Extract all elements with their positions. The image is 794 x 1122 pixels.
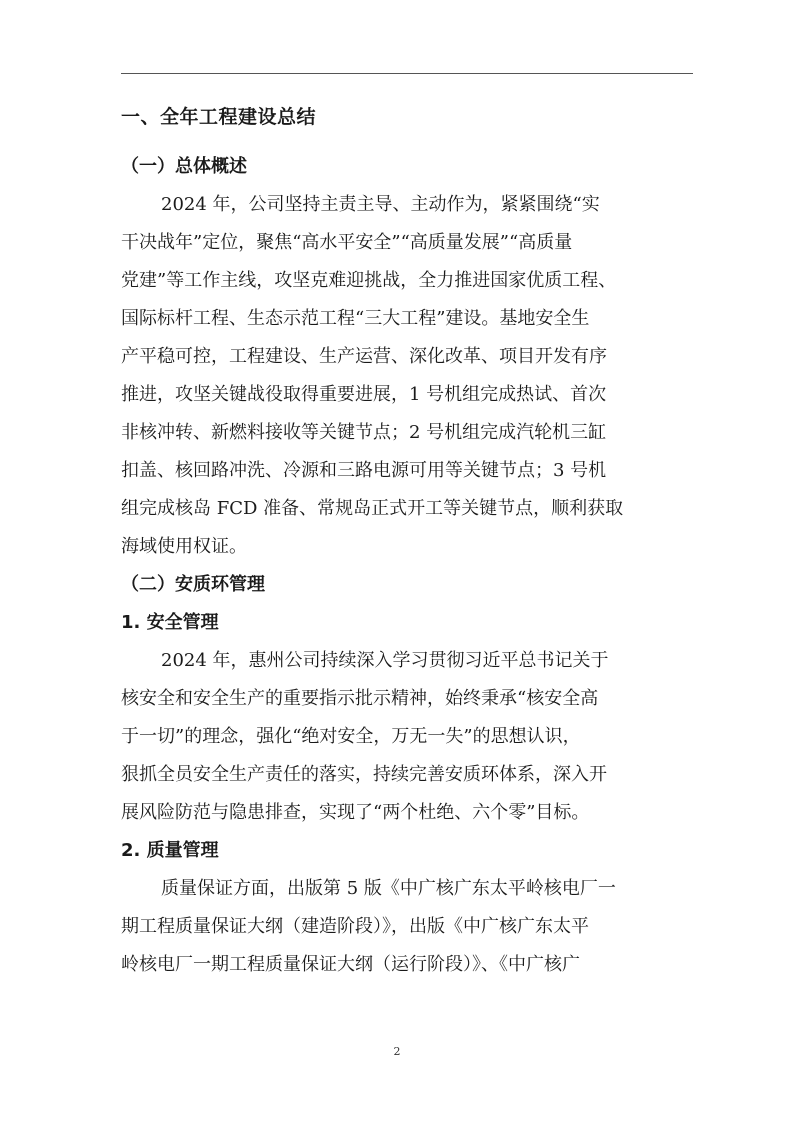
overview-paragraph	[121, 186, 695, 566]
paragraph-line: 于一切”的理念，强化“绝对安全，万无一失”的思想认识，	[121, 726, 581, 747]
paragraph-line: 党建”等工作主线，攻坚克难迎挑战，全力推进国家优质工程、	[121, 270, 617, 291]
section-title: 一、全年工程建设总结	[121, 106, 317, 128]
paragraph-line: 推进，攻坚关键战役取得重要进展，1 号机组完成热试、首次	[121, 384, 607, 405]
paragraph-line: 狠抓全员安全生产责任的落实，持续完善安质环体系，深入开	[121, 764, 607, 785]
paragraph-line: 产平稳可控，工程建设、生产运营、深化改革、项目开发有序	[121, 346, 607, 367]
paragraph-line: 扣盖、核回路冲洗、冷源和三路电源可用等关键节点；3 号机	[121, 460, 607, 481]
paragraph-line: 质量保证方面，出版第 5 版《中广核广东太平岭核电厂一	[161, 878, 616, 899]
paragraph-line: 海域使用权证。	[121, 536, 247, 557]
paragraph-line: 期工程质量保证大纲（建造阶段）》，出版《中广核广东太平	[121, 916, 589, 937]
paragraph-line: 国际标杆工程、生态示范工程“三大工程”建设。基地安全生	[121, 308, 590, 329]
paragraph-line: 核安全和安全生产的重要指示批示精神，始终秉承“核安全高	[121, 688, 599, 709]
quality-paragraph	[121, 870, 695, 984]
paragraph-line: 2024 年，公司坚持主责主导、主动作为，紧紧围绕“实	[161, 194, 600, 215]
quality-heading: 2. 质量管理	[121, 840, 219, 861]
page-number: 2	[393, 1045, 401, 1058]
paragraph-line: 干决战年”定位，聚焦“高水平安全”“高质量发展”“高质量	[121, 232, 573, 253]
paragraph-line: 展风险防范与隐患排查，实现了“两个杜绝、六个零”目标。	[121, 802, 590, 823]
document-body	[121, 98, 695, 984]
safety-paragraph	[121, 642, 695, 832]
paragraph-line: 组完成核岛 FCD 准备、常规岛正式开工等关键节点，顺利获取	[121, 498, 624, 519]
shq-heading: （二）安质环管理	[121, 574, 265, 595]
paragraph-line: 2024 年，惠州公司持续深入学习贯彻习近平总书记关于	[161, 650, 609, 671]
paragraph-line: 非核冲转、新燃料接收等关键节点；2 号机组完成汽轮机三缸	[121, 422, 607, 443]
paragraph-line: 岭核电厂一期工程质量保证大纲（运行阶段）》、《中广核广	[121, 954, 580, 975]
header-rule	[121, 73, 693, 74]
safety-heading: 1. 安全管理	[121, 612, 219, 633]
overview-heading: （一）总体概述	[121, 156, 247, 177]
